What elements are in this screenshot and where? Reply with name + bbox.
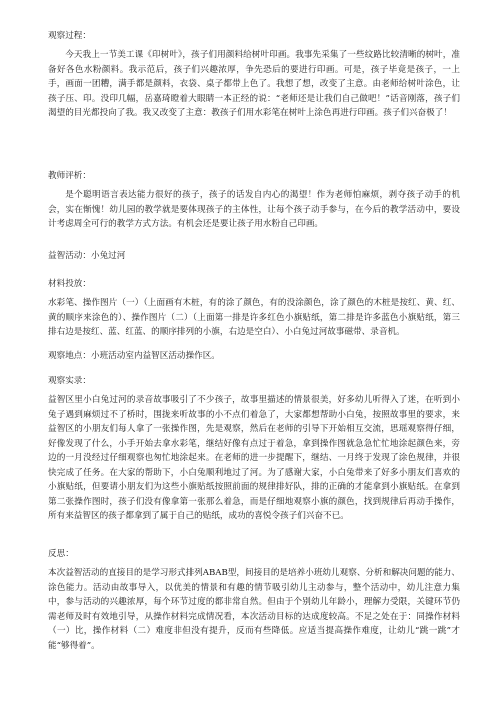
observation-process-section bbox=[48, 30, 460, 121]
location-text: 观察地点：小班活动室内益智区活动操作区。 bbox=[48, 351, 220, 361]
materials-heading: 材料投放： bbox=[48, 279, 91, 289]
materials-paragraph: 水彩笔、操作图片（一）（上面画有木桩，有的涂了颜色，有的没涂颜色，涂了颜色的木桩是按红、黄、红、黄的顺序来涂色的）、操作图片（二）（上面第一排是许多红色小旗贴纸，第二排是许多蓝色小旗贴纸，第三排右边是按红、蓝、红蓝、的顺序排列的小旗，右边是空白）、小白兔过河故事磁带、录音机。 bbox=[48, 298, 460, 337]
activity-section bbox=[48, 250, 460, 268]
reflection-paragraph: 本次益智活动的直接目的是学习形式排列ABAB型，间接目的是培养小班幼儿观察、分析和解决问题的能力、涂色能力。活动由故事导入，以优美的情景和有趣的情节吸引幼儿主动参与，整个活动中，幼儿注意力集中，参与活动的兴趣浓厚，每个环节过度的都非常自然。但由于个别幼儿年龄小，理解力受限，关键环节仍需老师及时有效地引导，从操作材料完成情况看，本次活动目标的达成度较高。不足之处在于：同操作材料（一）比，操作材料（二）难度非但没有提升，反而有些降低。应适当提高操作难度，让幼儿“跳一跳”才能“够得着”。 bbox=[48, 568, 460, 651]
materials-section bbox=[48, 278, 460, 340]
location-section bbox=[48, 350, 460, 368]
record-section bbox=[48, 375, 460, 524]
observation-process-paragraph: 今天我上一节美工课《印树叶》，孩子们用颜料给树叶印画。我事先采集了一些纹路比较清晰的树叶，准备好各色水粉颜料。我示范后，孩子们兴趣浓厚，争先恐后的要进行印画。可是，孩子毕竟是孩子，一上手，画面一团糟，满手都是颜料，衣袋、桌子都带上色了。我想了想，改变了主意。由老师给树叶涂色，让孩子压、印。没印几幅，岳嘉琦瞪着大眼睛一本正经的说：“老师还是让我们自己做吧！”话音刚落，孩子们渴望的目光都投向了我。我又改变了主意：教孩子们用水彩笔在树叶上涂色再进行印画。孩子们兴奋极了！ bbox=[48, 50, 460, 118]
observation-process-heading: 观察过程： bbox=[48, 31, 91, 41]
record-paragraph: 益智区里小白兔过河的录音故事吸引了不少孩子，故事里描述的情景很美，好多幼儿听得入了迷，在听到小兔子遇到麻烦过不了桥时，围拢来听故事的小不点们着急了，大家都想帮助小白兔，按照故事里的要求，来益智区的小朋友们每人拿了一张操作图，先是观察，然后在老师的引导下开始相互交流，思瑶观察得仔细，好像发现了什么，小手开始去拿水彩笔，继结好像有点过于着急，拿到操作图就急急忙忙地涂起颜色来，旁边的一月没经过仔细观察也匆忙地涂起来。在老师的进一步提醒下，继结、一月终于发现了涂色规律，并很快完成了任务。在大家的帮助下，小白兔顺利地过了河。为了感谢大家，小白兔带来了好多小朋友们喜欢的小旗贴纸，但要请小朋友们为这些小旗贴纸按照前面的规律排好队，排的正确的才能拿到小旗贴纸。在拿到第二张操作图时，孩子们没有像拿第一张那么着急，而是仔细地观察小旗的颜色，找到规律后再动手操作，所有来益智区的孩子都拿到了属于自己的贴纸，成功的喜悦令孩子们兴奋不已。 bbox=[48, 395, 460, 521]
teacher-comment-section bbox=[48, 170, 460, 232]
reflection-heading: 反思： bbox=[48, 549, 74, 559]
activity-title: 益智活动：小兔过河 bbox=[48, 251, 126, 261]
record-heading: 观察实录： bbox=[48, 376, 91, 386]
teacher-comment-paragraph: 是个聪明语言表达能力很好的孩子，孩子的话发自内心的渴望！作为老师怕麻烦，剥夺孩子动手的机会，实在惭愧！幼儿园的教学就是要体现孩子的主体性，让每个孩子动手参与，在今后的教学活动中，要设计考虑周全可行的教学方式方法。有机会还是要让孩子用水粉自己印画。 bbox=[48, 190, 460, 229]
reflection-section bbox=[48, 548, 460, 653]
teacher-comment-heading: 教师评析： bbox=[48, 171, 91, 181]
